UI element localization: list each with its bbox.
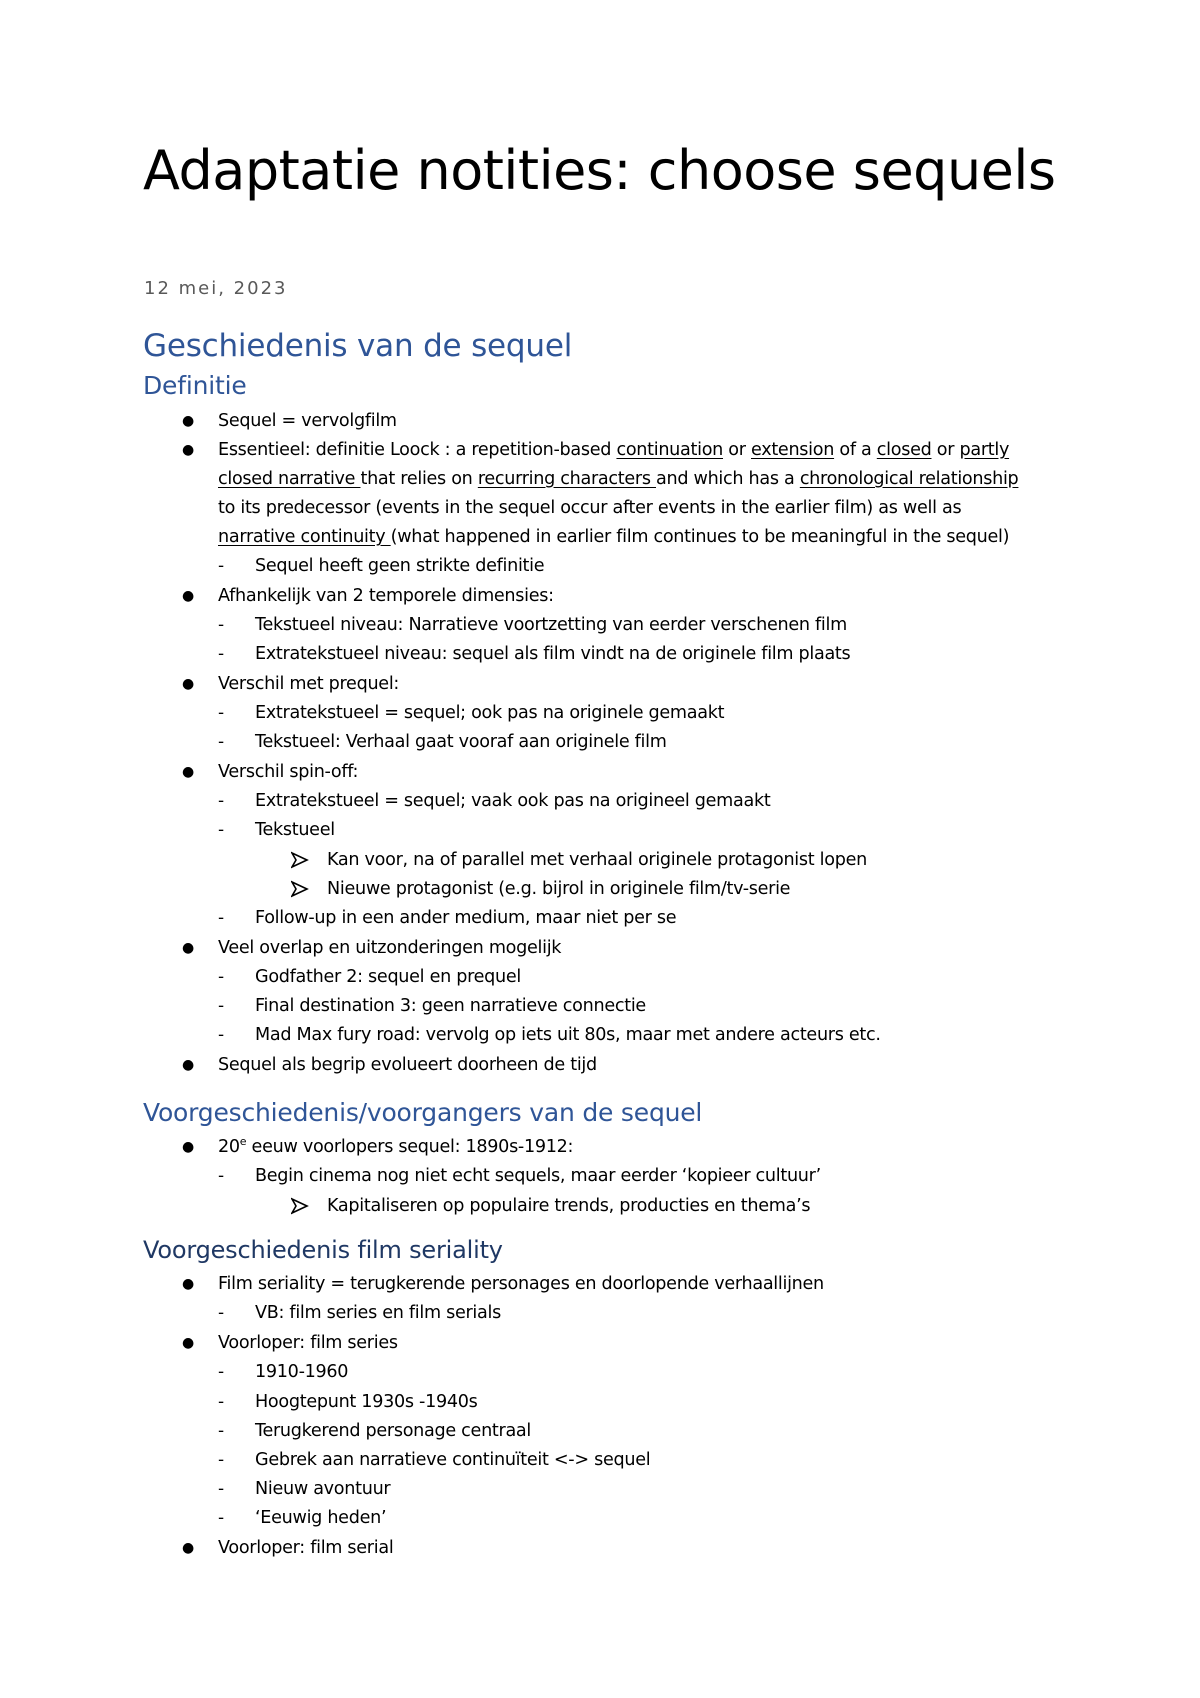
- text-run: or: [723, 440, 751, 460]
- list-item: Verschil met prequel:: [218, 674, 400, 694]
- list-subsubitem: Kan voor, na of parallel met verhaal originele protagonist lopen: [327, 850, 867, 870]
- text-run: or: [931, 440, 960, 460]
- dash-icon: -: [218, 1362, 225, 1382]
- document-date: 12 mei, 2023: [144, 278, 288, 299]
- list-item: [218, 1135, 573, 1159]
- underlined-term: partly: [959, 440, 1010, 460]
- list-item-loock-line3: to its predecessor (events in the sequel occur after events in the earlier film) as well as: [218, 498, 962, 518]
- bullet-icon: ●: [182, 676, 195, 692]
- list-subitem: Godfather 2: sequel en prequel: [255, 967, 522, 987]
- bullet-icon: ●: [182, 588, 195, 604]
- list-item: Sequel = vervolgfilm: [218, 411, 397, 431]
- text-run: of a: [834, 440, 877, 460]
- list-subitem: Extratekstueel = sequel; vaak ook pas na origineel gemaakt: [255, 791, 771, 811]
- dash-icon: -: [218, 1508, 225, 1528]
- bullet-icon: ●: [182, 413, 195, 429]
- list-subitem: Final destination 3: geen narratieve connectie: [255, 996, 646, 1016]
- bullet-icon: ●: [182, 1335, 195, 1351]
- underlined-term: narrative continuity: [218, 527, 391, 547]
- underlined-term: continuation: [616, 440, 724, 460]
- list-subitem: Terugkerend personage centraal: [255, 1421, 532, 1441]
- heading-geschiedenis: Geschiedenis van de sequel: [143, 328, 573, 364]
- list-subitem: Tekstueel: [255, 820, 335, 840]
- dash-icon: -: [218, 732, 225, 752]
- list-subitem: Tekstueel niveau: Narratieve voortzetting van eerder verschenen film: [255, 615, 847, 635]
- heading-definitie: Definitie: [143, 371, 247, 400]
- list-subitem: Sequel heeft geen strikte definitie: [255, 556, 545, 576]
- text-run: that relies on: [360, 469, 478, 489]
- list-subitem: Nieuw avontuur: [255, 1479, 391, 1499]
- dash-icon: -: [218, 996, 225, 1016]
- list-item: Film seriality = terugkerende personages en doorlopende verhaallijnen: [218, 1274, 824, 1294]
- list-subitem: VB: film series en film serials: [255, 1303, 501, 1323]
- dash-icon: -: [218, 556, 225, 576]
- underlined-term: extension: [751, 440, 835, 460]
- underlined-term: closed narrative: [218, 469, 361, 489]
- list-item-loock-line1: [218, 438, 1009, 462]
- dash-icon: -: [218, 820, 225, 840]
- bullet-icon: ●: [182, 1276, 195, 1292]
- dash-icon: -: [218, 1450, 225, 1470]
- list-item: Sequel als begrip evolueert doorheen de tijd: [218, 1055, 597, 1075]
- list-subitem: Mad Max fury road: vervolg op iets uit 80s, maar met andere acteurs etc.: [255, 1025, 881, 1045]
- text-run: 20: [218, 1137, 240, 1157]
- dash-icon: -: [218, 1303, 225, 1323]
- dash-icon: -: [218, 1025, 225, 1045]
- list-subsubitem: Nieuwe protagonist (e.g. bijrol in originele film/tv-serie: [327, 879, 791, 899]
- list-subitem: 1910-1960: [255, 1362, 349, 1382]
- underlined-term: closed: [876, 440, 932, 460]
- dash-icon: -: [218, 1392, 225, 1412]
- list-subitem: Begin cinema nog niet echt sequels, maar eerder ‘kopieer cultuur’: [255, 1166, 821, 1186]
- dash-icon: -: [218, 791, 225, 811]
- dash-icon: -: [218, 908, 225, 928]
- bullet-icon: ●: [182, 1540, 195, 1556]
- list-item: Voorloper: film serial: [218, 1538, 394, 1558]
- arrow-bullet-icon: [291, 1197, 309, 1215]
- dash-icon: -: [218, 1479, 225, 1499]
- text-run: Essentieel: definitie Loock : a repetition-based: [218, 440, 617, 460]
- text-run: and which has a: [656, 469, 800, 489]
- superscript: e: [239, 1135, 247, 1149]
- heading-voorgangers: Voorgeschiedenis/voorgangers van de sequel: [143, 1098, 703, 1127]
- list-item: Afhankelijk van 2 temporele dimensies:: [218, 586, 554, 606]
- dash-icon: -: [218, 967, 225, 987]
- bullet-icon: ●: [182, 1139, 195, 1155]
- list-subitem: ‘Eeuwig heden’: [255, 1508, 387, 1528]
- list-subitem: Extratekstueel niveau: sequel als film vindt na de originele film plaats: [255, 644, 851, 664]
- bullet-icon: ●: [182, 442, 195, 458]
- list-subitem: Hoogtepunt 1930s -1940s: [255, 1392, 478, 1412]
- list-subsubitem: Kapitaliseren op populaire trends, producties en thema’s: [327, 1196, 811, 1216]
- page-title: Adaptatie notities: choose sequels: [143, 139, 1056, 202]
- list-item: Voorloper: film series: [218, 1333, 398, 1353]
- arrow-bullet-icon: [291, 851, 309, 869]
- list-item: Verschil spin-off:: [218, 762, 359, 782]
- underlined-term: recurring characters: [477, 469, 656, 489]
- arrow-bullet-icon: [291, 880, 309, 898]
- bullet-icon: ●: [182, 764, 195, 780]
- dash-icon: -: [218, 615, 225, 635]
- list-item-loock-line4: [218, 525, 1009, 549]
- text-run: (what happened in earlier film continues to be meaningful in the sequel): [390, 527, 1010, 547]
- dash-icon: -: [218, 703, 225, 723]
- text-run: eeuw voorlopers sequel: 1890s-1912:: [246, 1137, 574, 1157]
- list-subitem: Gebrek aan narratieve continuïteit <-> sequel: [255, 1450, 651, 1470]
- bullet-icon: ●: [182, 1057, 195, 1073]
- dash-icon: -: [218, 1166, 225, 1186]
- list-subitem: Extratekstueel = sequel; ook pas na originele gemaakt: [255, 703, 725, 723]
- heading-film-seriality: Voorgeschiedenis film seriality: [143, 1236, 503, 1264]
- list-subitem: Tekstueel: Verhaal gaat vooraf aan originele film: [255, 732, 667, 752]
- bullet-icon: ●: [182, 940, 195, 956]
- dash-icon: -: [218, 1421, 225, 1441]
- dash-icon: -: [218, 644, 225, 664]
- list-subitem: Follow-up in een ander medium, maar niet per se: [255, 908, 677, 928]
- underlined-term: chronological relationship: [799, 469, 1019, 489]
- list-item-loock-line2: [218, 467, 1018, 491]
- list-item: Veel overlap en uitzonderingen mogelijk: [218, 938, 562, 958]
